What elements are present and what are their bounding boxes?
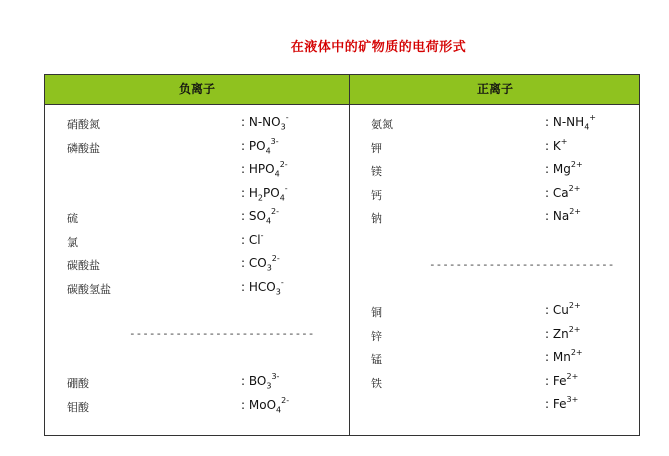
- cation-name: 钠: [371, 212, 382, 225]
- anion-formula: [241, 373, 279, 390]
- formula-charge: -: [284, 183, 288, 193]
- formula-charge: 3+: [566, 395, 579, 404]
- cation-formula: [545, 326, 581, 341]
- formula-base: Fe: [552, 373, 567, 388]
- anion-name: 硼酸: [67, 377, 89, 390]
- table-header: [45, 75, 639, 105]
- formula-base: Cu: [552, 303, 569, 317]
- colon: :: [241, 185, 246, 200]
- anion-name: 碳酸盐: [67, 259, 100, 272]
- formula-charge: +: [560, 136, 568, 146]
- formula-charge: 3-: [271, 372, 280, 381]
- formula-subscript: 4: [584, 122, 590, 132]
- formula-charge: 2-: [271, 254, 280, 263]
- formula-charge: 3-: [270, 136, 279, 146]
- colon: :: [241, 256, 246, 270]
- colon: :: [545, 326, 550, 341]
- cation-separator: ----------------------------: [429, 258, 615, 271]
- colon: :: [241, 209, 246, 223]
- colon: :: [241, 397, 246, 412]
- formula-base: MoO: [248, 397, 277, 412]
- anion-name: 磷酸盐: [67, 141, 100, 155]
- cation-name: 铁: [371, 376, 382, 390]
- colon: :: [545, 209, 550, 223]
- cation-name: 锌: [371, 329, 382, 343]
- colon: :: [545, 373, 550, 388]
- formula-base: Zn: [552, 326, 569, 341]
- formula-subscript: 4: [265, 216, 272, 226]
- formula-subscript: 4: [274, 169, 280, 179]
- formula-charge: 2+: [569, 207, 582, 216]
- anion-formula: [241, 232, 263, 247]
- anion-formula: [241, 138, 279, 155]
- anion-formula: [241, 255, 280, 272]
- anion-formula: [241, 161, 288, 178]
- formula-base: PO: [248, 138, 266, 153]
- formula-charge: 2+: [570, 348, 583, 357]
- colon: :: [241, 279, 246, 294]
- anion-formula: [241, 279, 284, 296]
- anion-formula: [241, 185, 288, 202]
- colon: :: [241, 374, 246, 388]
- formula-base: HCO: [248, 279, 276, 294]
- formula-base: CO: [248, 256, 267, 270]
- formula-subscript: 4: [265, 145, 271, 155]
- formula-charge: 2+: [568, 301, 581, 310]
- cation-formula: [545, 138, 567, 153]
- column-divider: [349, 75, 350, 435]
- formula-charge: +: [589, 113, 596, 122]
- anion-name: 硝酸氮: [67, 118, 100, 131]
- formula-base: Cl: [248, 232, 261, 247]
- cation-formula: [545, 302, 581, 317]
- formula-subscript: 4: [279, 192, 285, 202]
- formula-subscript: 3: [266, 381, 272, 391]
- formula-charge: 2+: [568, 324, 581, 334]
- formula-base: Na: [552, 209, 570, 223]
- cation-formula: [545, 208, 581, 223]
- cation-formula: [545, 114, 596, 131]
- formula-base: N-NH: [552, 115, 585, 129]
- header-cations: 正离子: [476, 82, 513, 96]
- formula-subscript: 3: [280, 122, 286, 132]
- formula-base: Ca: [552, 185, 569, 200]
- colon: :: [545, 185, 550, 200]
- anion-name: 氯: [67, 235, 78, 249]
- colon: :: [545, 350, 550, 364]
- colon: :: [545, 138, 550, 153]
- formula-base: K: [552, 138, 561, 153]
- colon: :: [241, 115, 246, 129]
- formula-subscript: 2: [257, 192, 263, 202]
- cation-name: 镁: [371, 165, 382, 178]
- formula-charge: 2+: [568, 183, 581, 193]
- formula-base: H: [248, 185, 258, 200]
- formula-subscript: 3: [275, 286, 281, 296]
- cation-formula: [545, 349, 583, 364]
- anion-formula: [241, 208, 279, 225]
- formula-subscript: 4: [276, 404, 282, 414]
- cation-name: 钙: [371, 188, 382, 202]
- formula-charge: 2-: [279, 160, 288, 169]
- colon: :: [241, 232, 246, 247]
- formula-charge: -: [260, 230, 264, 240]
- colon: :: [241, 138, 246, 153]
- cation-formula: [545, 161, 583, 176]
- colon: :: [545, 162, 550, 176]
- colon: :: [545, 115, 550, 129]
- formula-charge: -: [285, 113, 289, 122]
- header-anions: 负离子: [178, 82, 215, 96]
- anion-formula: [241, 397, 289, 414]
- colon: :: [241, 162, 246, 176]
- formula-charge: 2+: [566, 371, 579, 381]
- formula-charge: 2-: [271, 207, 280, 216]
- anion-name: 硫: [67, 212, 78, 225]
- formula-charge: 2+: [570, 160, 583, 169]
- cation-formula: [545, 373, 578, 388]
- cation-formula: [545, 185, 580, 200]
- ion-table: [44, 74, 640, 436]
- colon: :: [545, 397, 550, 411]
- cation-name: 钾: [371, 141, 382, 155]
- formula-base: HPO: [248, 162, 275, 176]
- cation-name: 氨氮: [371, 118, 393, 131]
- cation-name: 锰: [371, 353, 382, 366]
- anion-formula: [241, 114, 289, 131]
- formula-base: Fe: [552, 397, 567, 411]
- page-title: 在液体中的矿物质的电荷形式: [290, 40, 467, 55]
- anion-separator: ----------------------------: [129, 327, 315, 340]
- formula-charge: -: [280, 277, 284, 287]
- formula-base: Mn: [552, 350, 571, 364]
- anion-name: 碳酸氢盐: [67, 282, 111, 296]
- formula-base: BO: [248, 374, 267, 388]
- cation-formula: [545, 396, 578, 411]
- anion-name: 钼酸: [67, 400, 89, 414]
- formula-base: SO: [248, 209, 266, 223]
- cation-name: 铜: [371, 306, 382, 319]
- formula-charge: 2-: [281, 395, 290, 405]
- formula-subscript: 3: [266, 263, 272, 273]
- formula-base: PO: [263, 185, 280, 200]
- colon: :: [545, 303, 550, 317]
- formula-base: Mg: [552, 162, 571, 176]
- formula-base: N-NO: [248, 115, 281, 129]
